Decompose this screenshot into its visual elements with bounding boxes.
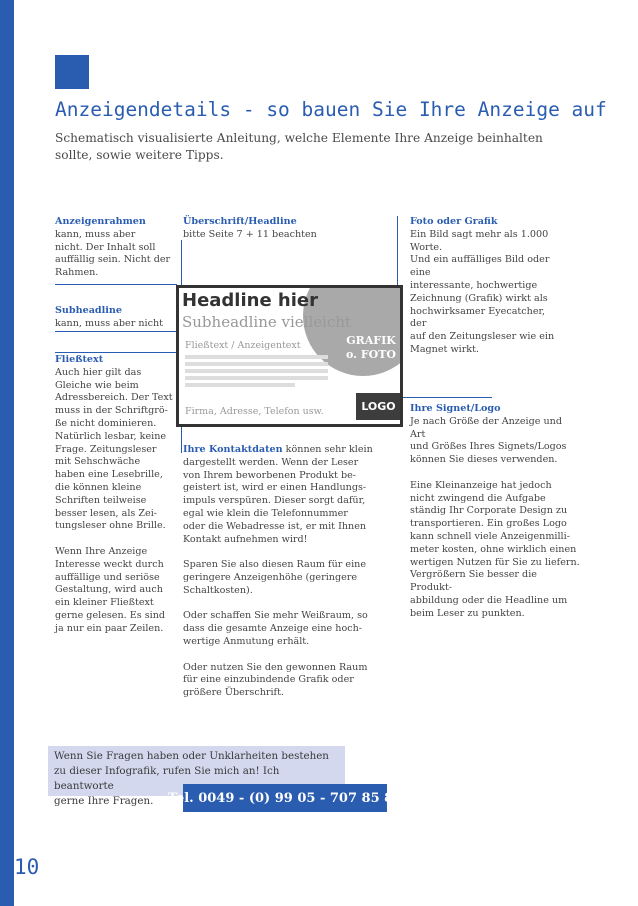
annotation-text: bitte Seite 7 + 11 beachten	[183, 228, 317, 240]
annotation-signet-logo	[410, 403, 580, 621]
annotation-ueberschrift	[183, 216, 333, 242]
ad-fliesstext: Fließtext / Anzeigentext	[185, 340, 301, 351]
side-accent-bar	[0, 0, 14, 906]
connector-line-logo-horizontal	[402, 397, 492, 398]
ad-text-placeholder	[185, 383, 295, 387]
ad-subheadline: Subheadline vielleicht	[182, 313, 352, 331]
ad-headline: Headline hier	[182, 290, 319, 311]
annotation-kontaktdaten	[183, 444, 373, 700]
annotation-anzeigenrahmen	[55, 216, 175, 280]
annotation-heading: Anzeigenrahmen	[55, 216, 146, 227]
connector-line-rahmen	[55, 284, 177, 285]
connector-line-fliesstext	[55, 352, 185, 353]
annotation-subheadline	[55, 305, 175, 331]
connector-line-subheadline	[55, 331, 177, 332]
page-title: Anzeigendetails - so bauen Sie Ihre Anzeige auf	[55, 98, 607, 121]
annotation-text: Auch hier gilt das Gleiche wie beim Adressbereich. Der Text muss in der Schriftgrö- ße nicht dominieren. Natürlich lesbar, keine Frage. Zeitungsleser mit Sehschwäche haben eine Lesebrille, die können kleine Schriften teilweise besser lesen, als Zei- tungsleser ohne Brille. Wenn Ihre Anzeige Interesse weckt durch auffällige und seriöse Gestaltung, wird auch ein kleiner Fließtext gerne gelesen. Es sind ja nur ein paar Zeilen.	[55, 366, 173, 634]
accent-square	[55, 55, 89, 89]
annotation-text: kann, muss aber nicht. Der Inhalt soll auffällig sein. Nicht der Rahmen.	[55, 228, 171, 279]
annotation-text: können sehr klein dargestellt werden. Wenn der Leser von Ihrem beworbenen Produkt be- geistert ist, wird er einen Handlungs- impuls verspüren. Dieser sorgt dafür, egal wie klein die Telefonnummer oder die Webadresse ist, er mit Ihnen Kontakt aufnehmen wird!	[183, 444, 373, 545]
ad-text-placeholder	[185, 376, 328, 380]
annotation-text: Ein Bild sagt mehr als 1.000 Worte. Und ein auffälliges Bild oder eine interessante, hochwertige Zeichnung (Grafik) wirkt als hochwirksamer Eyecatcher, der auf den Zeitungsleser wie ein Magnet wirkt.	[410, 228, 555, 355]
phone-number: Tel. 0049 - (0) 99 05 - 707 85 80	[183, 784, 387, 812]
annotation-heading: Fließtext	[55, 354, 104, 365]
annotation-text: kann, muss aber nicht	[55, 317, 163, 329]
ad-text-placeholder	[185, 362, 328, 366]
ad-logo: LOGO	[356, 393, 401, 420]
ad-kontakt: Firma, Adresse, Telefon usw.	[185, 406, 324, 417]
annotation-fliesstext	[55, 354, 175, 636]
page-subtitle: Schematisch visualisierte Anleitung, welche Elemente Ihre Anzeige beinhalten sollte, sowie weitere Tipps.	[55, 131, 543, 162]
annotation-heading: Überschrift/Headline	[183, 216, 297, 227]
connector-line-headline	[181, 240, 182, 287]
ad-text-placeholder	[185, 369, 328, 373]
annotation-foto-grafik	[410, 216, 560, 357]
contact-note: Wenn Sie Fragen haben oder Unklarheiten bestehen zu dieser Infografik, rufen Sie mich an! Ich beantworte gerne Ihre Fragen.	[48, 746, 345, 796]
connector-line-kontakt	[181, 425, 182, 453]
annotation-text: Je nach Größe der Anzeige und Art und Größes Ihres Signets/Logos können Sie dieses verwenden. Eine Kleinanzeige hat jedoch nicht zwingend die Aufgabe ständig Ihr Corporate Design zu transportieren. Ein großes Logo kann schnell viele Anzeigenmilli- meter kosten, ohne wirklich einen wertigen Nutzen für Sie zu liefern. Vergrößern Sie besser die Produkt- abbildung oder die Headline um beim Leser zu punkten.	[410, 415, 580, 619]
annotation-heading: Ihre Signet/Logo	[410, 403, 501, 414]
ad-text-placeholder	[185, 355, 328, 359]
page-number: 10	[14, 855, 40, 879]
annotation-heading: Subheadline	[55, 305, 122, 316]
annotation-heading: Ihre Kontaktdaten	[183, 444, 283, 455]
annotation-heading: Foto oder Grafik	[410, 216, 498, 227]
ad-grafik-label: GRAFIK o. FOTO	[346, 334, 396, 361]
annotation-text-continued: Sparen Sie also diesen Raum für eine geringere Anzeigenhöhe (geringere Schaltkosten). Oder schaffen Sie mehr Weißraum, so dass die gesamte Anzeige eine hoch- wertige Anmutung erhält. Oder nutzen Sie den gewonnen Raum für eine einzubindende Grafik oder größere Überschrift.	[183, 559, 368, 699]
sample-ad-frame	[176, 285, 403, 427]
